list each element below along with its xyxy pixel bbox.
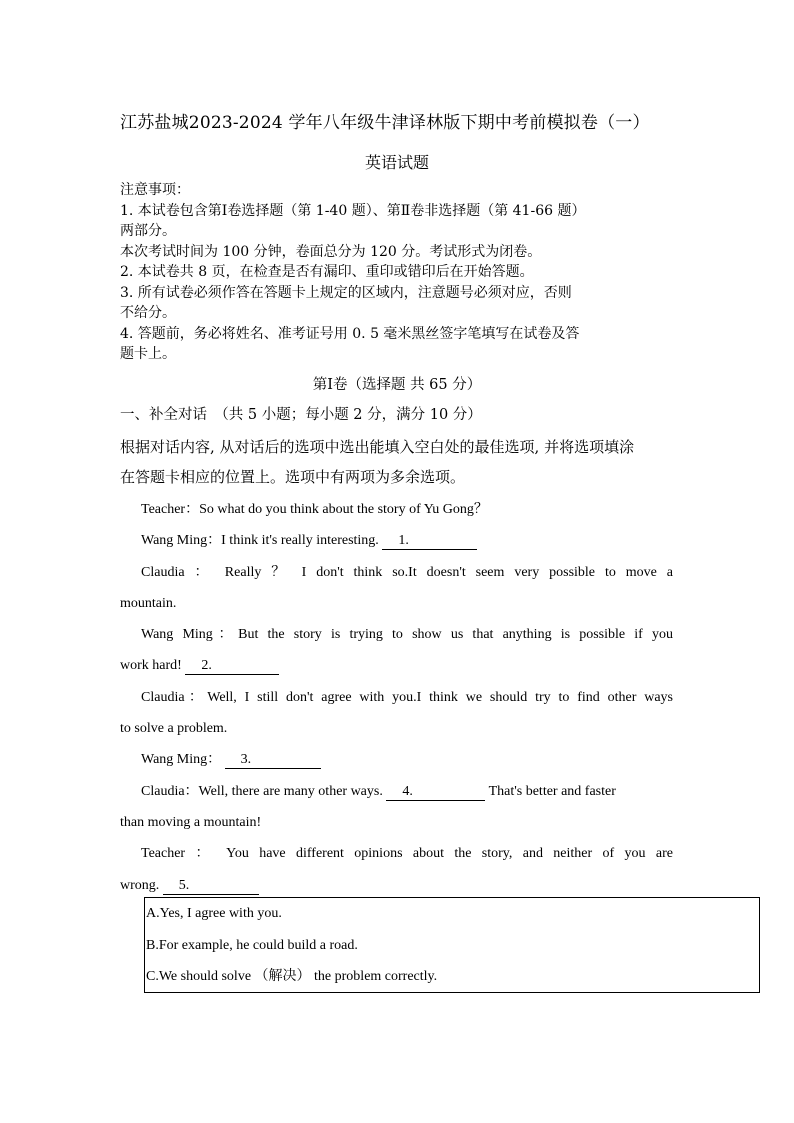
notes-line: 本次考试时间为 100 分钟，卷面总分为 120 分。考试形式为闭卷。 — [120, 243, 542, 260]
notes-line: 1. 本试卷包含第Ⅰ卷选择题（第 1-40 题）、第Ⅱ卷非选择题（第 41-66 题） — [120, 202, 586, 219]
dialog-line: Claudia：Well, I still don't agree with you.I think we should try to find other ways — [141, 689, 673, 705]
dialog-text: Wang Ming： — [141, 752, 222, 768]
page-subtitle: 英语试题 — [364, 153, 429, 172]
blank-number: 2. — [201, 658, 212, 674]
dialog-line — [120, 650, 673, 681]
answer-blank-1[interactable] — [382, 533, 477, 550]
dialog-text: Wang Ming：I think it's really interesting. — [141, 533, 379, 549]
dialog-line: than moving a mountain! — [120, 814, 262, 830]
notes-line: 两部分。 — [120, 223, 176, 239]
page-title: 江苏盐城2023-2024 学年八年级牛津译林版下期中考前模拟卷（一） — [120, 113, 650, 133]
section-heading: 第Ⅰ卷（选择题 共 65 分） — [312, 377, 482, 393]
dialog-line: Wang Ming：But the story is trying to show us that anything is possible if you — [141, 627, 673, 643]
blank-number: 5. — [178, 877, 190, 893]
notes-line: 不给分。 — [120, 305, 176, 321]
part-heading: 一、补全对话 （共 5 小题；每小题 2 分，满分 10 分） — [120, 407, 482, 423]
dialog-line: Teacher ： You have different opinions about the story, and neither of you are — [141, 846, 673, 862]
answer-blank-4[interactable] — [386, 784, 485, 801]
option-a: A.Yes, I agree with you. — [146, 906, 282, 921]
notes-line: 4. 答题前，务必将姓名、准考证号用 0. 5 毫米黑丝签字笔填写在试卷及答 — [120, 325, 580, 342]
dialog-text: wrong. — [120, 877, 160, 893]
blank-number: 3. — [240, 752, 252, 768]
notes-heading: 注意事项： — [120, 182, 190, 198]
dialog-line — [120, 744, 673, 775]
dialog-line: mountain. — [120, 595, 177, 611]
dialog-text: That's better and faster — [488, 783, 616, 799]
dialog-line: Claudia ： Really ？ I don't think so.It doesn't seem very possible to move a — [141, 564, 673, 580]
dialog-text: Claudia：Well, there are many other ways. — [141, 783, 383, 799]
dialog-line: Teacher：So what do you think about the story of Yu Gong？ — [141, 502, 488, 517]
notes-line: 3. 所有试卷必须作答在答题卡上规定的区域内，注意题号必须对应，否则 — [120, 284, 572, 301]
instructions — [120, 432, 680, 492]
answer-blank-5[interactable] — [163, 878, 259, 895]
notes-line: 2. 本试卷共 8 页，在检查是否有漏印、重印或错印后在开始答题。 — [120, 264, 534, 280]
notes-line: 题卡上。 — [120, 346, 176, 362]
dialog-line — [120, 776, 673, 807]
dialogue — [120, 494, 673, 901]
instruction-line: 根据对话内容, 从对话后的选项中选出能填入空白处的最佳选项, 并将选项填涂 — [120, 438, 635, 456]
answer-blank-2[interactable] — [185, 658, 279, 675]
blank-number: 4. — [402, 783, 413, 799]
option-c: C.We should solve （解决） the problem correctly. — [146, 969, 438, 984]
blank-number: 1. — [398, 533, 409, 549]
option-b: B.For example, he could build a road. — [146, 937, 358, 953]
notes-block — [120, 180, 680, 365]
instruction-line: 在答题卡相应的位置上。选项中有两项为多余选项。 — [120, 468, 466, 486]
dialog-text: work hard! — [120, 658, 182, 674]
dialog-line — [120, 525, 673, 556]
answer-blank-3[interactable] — [225, 752, 321, 769]
dialog-line: to solve a problem. — [120, 721, 228, 737]
options-box — [144, 897, 760, 993]
